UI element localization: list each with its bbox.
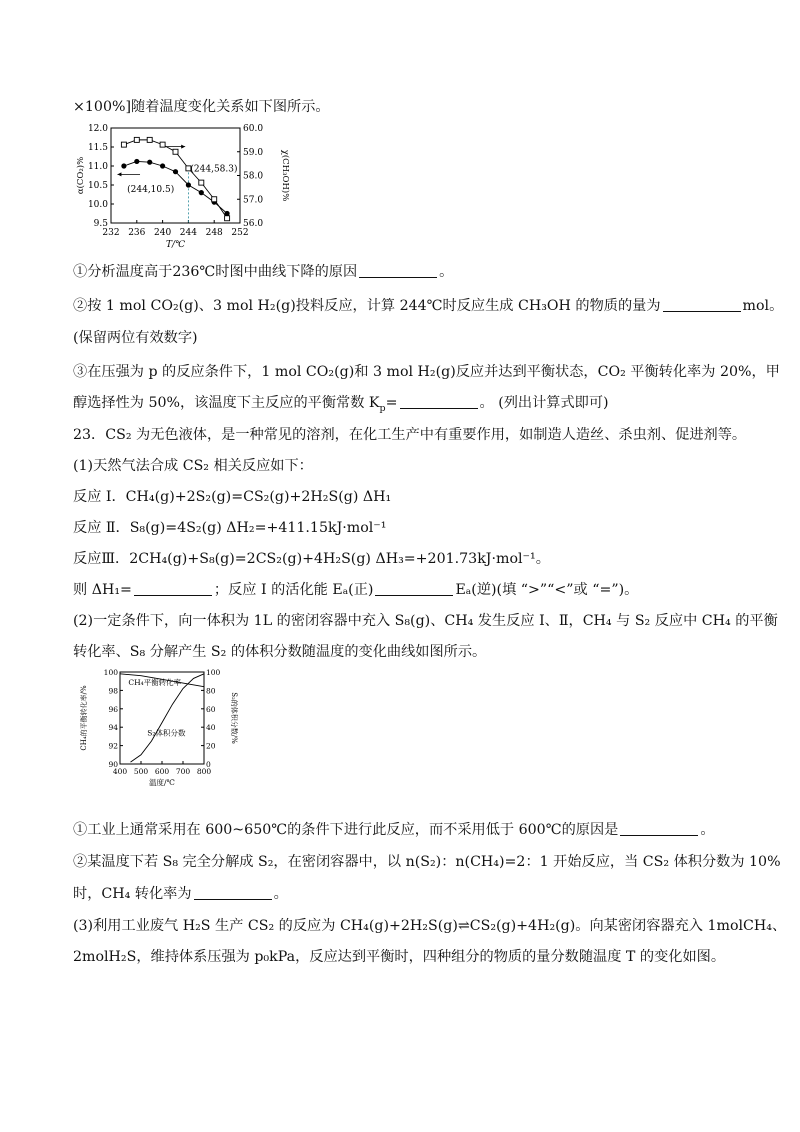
series-alpha-co2-point (160, 163, 165, 168)
y2-tick-label: 20 (206, 741, 216, 751)
annotation-point-upper: (244,58.3) (190, 164, 238, 175)
series-chi-ch3oh-point (225, 216, 230, 221)
series-ch4-conversion-label: CH₄平衡转化率 (128, 677, 182, 687)
y-tick-label: 11.5 (87, 143, 108, 153)
text-line-17: 时，CH₄ 转化率为 。 (73, 886, 288, 902)
text-line-4: (保留两位有效数字) (73, 330, 198, 346)
text-line-13: (2)一定条件下，向一体积为 1L 的密闭容器中充入 S₈(g)、CH₄ 发生反应 I、Ⅱ，CH₄ 与 S₂ 反应中 CH₄ 的平衡 (73, 613, 778, 629)
text-line-2: ①分析温度高于236℃时图中曲线下降的原因 。 (73, 264, 454, 280)
y2-axis-label: χ(CH₃OH)% (280, 149, 290, 202)
answer-blank-3[interactable] (400, 394, 478, 409)
y-tick-label: 9.5 (93, 219, 108, 229)
series-chi-ch3oh-point (173, 149, 178, 154)
text-line-19: 2molH₂S，维持体系压强为 p₀kPa，反应达到平衡时，四种组分的物质的量分数随温度 T 的变化如图。 (73, 949, 726, 965)
answer-blank-5[interactable] (375, 581, 453, 596)
series-s2-fraction-label: S₂体积分数 (147, 728, 186, 738)
x-tick-label: 400 (112, 767, 128, 776)
text-line-6: 醇选择性为 50%，该温度下主反应的平衡常数 $K_p=$ 。 (列出计算式即可) (73, 395, 609, 414)
series-chi-ch3oh-point (212, 197, 217, 202)
y-tick-label: 98 (108, 686, 118, 696)
question-1-text: ①分析温度高于236℃时图中曲线下降的原因 (73, 264, 358, 280)
x-tick-label: 248 (205, 228, 223, 238)
text-line-12: 则 ΔH₁= ；反应 I 的活化能 Eₐ(正) Eₐ(逆)(填 “>”“<”或 “=”)。 (73, 582, 639, 598)
y2-tick-label: 60 (206, 704, 216, 714)
x-tick-label: 800 (196, 767, 212, 776)
text-line-16: ②某温度下若 S₈ 完全分解成 S₂，在密闭容器中，以 n(S₂)：n(CH₄)=2：1 开始反应，当 CS₂ 体积分数为 10% (73, 854, 781, 870)
y-tick-label: 11.0 (87, 162, 108, 172)
text-line-5: ③在压强为 p 的反应条件下，1 mol CO₂(g)和 3 mol H₂(g)反应并达到平衡状态，CO₂ 平衡转化率为 20%，甲 (73, 364, 780, 380)
series-chi-ch3oh-point (134, 137, 139, 142)
text-line-7: 23．CS₂ 为无色液体，是一种常见的溶剂，在化工生产中有重要作用，如制造人造丝、杀虫剂、促进剂等。 (73, 427, 747, 443)
series-alpha-co2-point (147, 160, 152, 165)
annotation-point-lower: (244,10.5) (127, 185, 175, 195)
series-chi-ch3oh-point (160, 142, 165, 147)
y-tick-label: 100 (103, 668, 118, 677)
y-tick-label: 10.5 (87, 181, 108, 191)
y-tick-label: 90 (108, 760, 118, 769)
y-tick-label: 94 (108, 723, 118, 733)
y2-tick-label: 40 (206, 723, 216, 733)
y2-tick-label: 60.0 (243, 124, 264, 134)
x-tick-label: 600 (154, 767, 170, 776)
series-alpha-co2-point (134, 159, 139, 164)
y-axis-label: CH₄的平衡转化率/% (80, 685, 88, 751)
arrow-right-head (181, 145, 185, 149)
arrow-left-head (117, 172, 121, 176)
text-line-10: 反应 Ⅱ．S₈(g)=4S₂(g) ΔH₂=+411.15kJ·mol⁻¹ (73, 520, 387, 536)
answer-blank-7[interactable] (194, 885, 272, 900)
y-tick-label: 96 (108, 704, 118, 714)
x-tick-label: 252 (231, 228, 249, 238)
answer-blank-2[interactable] (663, 297, 741, 312)
series-chi-ch3oh-point (121, 142, 126, 147)
text-line-14: 转化率、S₈ 分解产生 S₂ 的体积分数随温度的变化曲线如图所示。 (73, 644, 487, 660)
chart-ch4-conversion-s2-fraction (80, 664, 240, 794)
y-tick-label: 92 (108, 741, 118, 751)
y2-tick-label: 0 (206, 760, 211, 769)
x-tick-label: 232 (102, 228, 120, 238)
series-alpha-co2-point (199, 190, 204, 195)
y2-axis-label: S₂的体积分数/% (230, 692, 238, 744)
text-line-3: ②按 1 mol CO₂(g)、3 mol H₂(g)投料反应，计算 244℃时反应生成 CH₃OH 的物质的量为 mol。 (73, 298, 784, 314)
text-line-9: 反应 I．CH₄(g)+2S₂(g)=CS₂(g)+2H₂S(g) ΔH₁ (73, 489, 392, 505)
series-alpha-co2-point (186, 182, 191, 187)
x-tick-label: 240 (154, 228, 172, 238)
y2-tick-label: 58.0 (243, 171, 264, 182)
y-tick-label: 10.0 (87, 200, 108, 210)
text-line-15: ①工业上通常采用在 600~650℃的条件下进行此反应，而不采用低于 600℃的原因是 。 (73, 822, 715, 838)
y2-tick-label: 59.0 (243, 147, 264, 158)
y2-tick-label: 80 (206, 686, 216, 696)
chart-temperature-conversion (75, 118, 290, 250)
x-axis-label: T/℃ (165, 240, 186, 250)
x-tick-label: 500 (133, 767, 149, 776)
y2-tick-label: 56.0 (243, 219, 264, 229)
series-alpha-co2-point (121, 163, 126, 168)
answer-blank-6[interactable] (620, 821, 698, 836)
series-chi-ch3oh-point (147, 137, 152, 142)
series-alpha-co2-point (173, 169, 178, 174)
answer-blank-1[interactable] (359, 263, 437, 278)
y-axis-label: α(CO₂)% (76, 156, 86, 195)
text-line-1: ×100%]随着温度变化关系如下图所示。 (73, 99, 330, 115)
series-s2-fraction-line (131, 674, 205, 762)
x-tick-label: 236 (128, 228, 146, 238)
text-line-11: 反应Ⅲ．2CH₄(g)+S₈(g)=2CS₂(g)+4H₂S(g) ΔH₃=+201.73kJ·mol⁻¹。 (73, 551, 550, 567)
y2-tick-label: 100 (206, 668, 221, 677)
answer-blank-4[interactable] (134, 581, 212, 596)
y-tick-label: 12.0 (87, 124, 108, 134)
y2-tick-label: 57.0 (243, 195, 264, 206)
text-line-18: (3)利用工业废气 H₂S 生产 CS₂ 的反应为 CH₄(g)+2H₂S(g)⇌CS₂(g)+4H₂(g)。向某密闭容器充入 1molCH₄、 (73, 918, 787, 934)
text-line-8: (1)天然气法合成 CS₂ 相关反应如下： (73, 458, 313, 474)
x-tick-label: 244 (179, 228, 197, 238)
series-chi-ch3oh-point (199, 180, 204, 185)
x-axis-label: 温度/℃ (149, 778, 175, 787)
x-tick-label: 700 (175, 767, 191, 776)
